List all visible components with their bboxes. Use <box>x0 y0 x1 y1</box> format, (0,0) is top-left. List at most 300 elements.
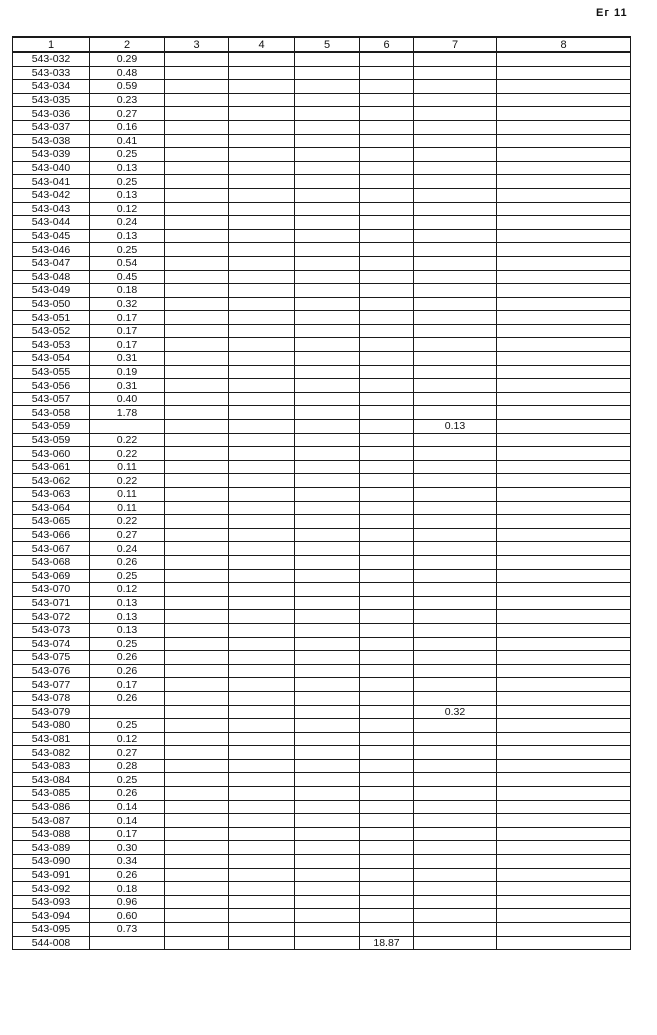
cell-col-4 <box>229 936 295 950</box>
cell-col-5 <box>295 555 360 569</box>
cell-col-2: 0.27 <box>90 107 165 121</box>
table-row <box>13 352 631 366</box>
cell-col-7 <box>414 596 497 610</box>
cell-col-3 <box>165 855 229 869</box>
cell-col-8 <box>497 542 631 556</box>
table-row <box>13 66 631 80</box>
table-row <box>13 569 631 583</box>
cell-col-3 <box>165 120 229 134</box>
cell-col-7 <box>414 732 497 746</box>
cell-col-2: 0.22 <box>90 447 165 461</box>
cell-col-2: 0.96 <box>90 895 165 909</box>
cell-col-5 <box>295 297 360 311</box>
cell-col-4 <box>229 311 295 325</box>
cell-col-3 <box>165 433 229 447</box>
cell-col-7 <box>414 555 497 569</box>
cell-col-3 <box>165 66 229 80</box>
cell-col-3 <box>165 270 229 284</box>
cell-col-6 <box>360 909 414 923</box>
cell-col-6 <box>360 637 414 651</box>
table-row <box>13 651 631 665</box>
cell-col-3 <box>165 664 229 678</box>
cell-col-4 <box>229 216 295 230</box>
cell-col-3 <box>165 800 229 814</box>
table-row <box>13 270 631 284</box>
cell-col-2: 0.31 <box>90 352 165 366</box>
cell-col-7 <box>414 297 497 311</box>
cell-col-2: 0.28 <box>90 759 165 773</box>
cell-col-5 <box>295 216 360 230</box>
cell-col-7 <box>414 814 497 828</box>
cell-col-2: 0.22 <box>90 474 165 488</box>
cell-col-2: 0.59 <box>90 80 165 94</box>
cell-col-8 <box>497 93 631 107</box>
cell-col-3 <box>165 895 229 909</box>
cell-col-5 <box>295 759 360 773</box>
cell-col-8 <box>497 678 631 692</box>
cell-col-2: 0.25 <box>90 569 165 583</box>
cell-col-6 <box>360 433 414 447</box>
cell-col-4 <box>229 202 295 216</box>
table-body <box>13 52 631 950</box>
cell-col-3 <box>165 651 229 665</box>
cell-col-3 <box>165 488 229 502</box>
cell-col-3 <box>165 474 229 488</box>
cell-col-4 <box>229 528 295 542</box>
cell-col-3 <box>165 814 229 828</box>
cell-col-6 <box>360 800 414 814</box>
table-row <box>13 895 631 909</box>
cell-col-5 <box>295 569 360 583</box>
cell-col-6 <box>360 555 414 569</box>
cell-col-3 <box>165 542 229 556</box>
cell-col-1: 543-063 <box>13 488 90 502</box>
cell-col-7 <box>414 787 497 801</box>
column-header-2: 2 <box>90 37 165 52</box>
cell-col-3 <box>165 352 229 366</box>
cell-col-7 <box>414 678 497 692</box>
cell-col-4 <box>229 909 295 923</box>
cell-col-8 <box>497 297 631 311</box>
cell-col-5 <box>295 705 360 719</box>
table-row <box>13 528 631 542</box>
cell-col-3 <box>165 909 229 923</box>
cell-col-6 <box>360 284 414 298</box>
cell-col-5 <box>295 773 360 787</box>
cell-col-4 <box>229 420 295 434</box>
cell-col-7 <box>414 311 497 325</box>
cell-col-1: 543-059 <box>13 420 90 434</box>
cell-col-4 <box>229 814 295 828</box>
cell-col-3 <box>165 691 229 705</box>
cell-col-3 <box>165 515 229 529</box>
cell-col-4 <box>229 107 295 121</box>
cell-col-5 <box>295 365 360 379</box>
cell-col-8 <box>497 759 631 773</box>
cell-col-6 <box>360 297 414 311</box>
cell-col-8 <box>497 637 631 651</box>
cell-col-8 <box>497 474 631 488</box>
cell-col-5 <box>295 610 360 624</box>
table-row <box>13 637 631 651</box>
cell-col-7 <box>414 284 497 298</box>
table-row <box>13 392 631 406</box>
cell-col-1: 543-064 <box>13 501 90 515</box>
cell-col-5 <box>295 148 360 162</box>
table-row <box>13 406 631 420</box>
cell-col-5 <box>295 161 360 175</box>
cell-col-8 <box>497 256 631 270</box>
cell-col-5 <box>295 202 360 216</box>
cell-col-5 <box>295 841 360 855</box>
cell-col-8 <box>497 895 631 909</box>
cell-col-3 <box>165 555 229 569</box>
cell-col-5 <box>295 433 360 447</box>
table-row <box>13 583 631 597</box>
cell-col-4 <box>229 569 295 583</box>
cell-col-5 <box>295 324 360 338</box>
cell-col-5 <box>295 732 360 746</box>
cell-col-3 <box>165 188 229 202</box>
cell-col-6 <box>360 515 414 529</box>
cell-col-6 <box>360 664 414 678</box>
cell-col-6 <box>360 569 414 583</box>
cell-col-1: 543-086 <box>13 800 90 814</box>
cell-col-1: 543-049 <box>13 284 90 298</box>
table-row <box>13 691 631 705</box>
cell-col-6 <box>360 542 414 556</box>
cell-col-2: 0.17 <box>90 311 165 325</box>
cell-col-6 <box>360 392 414 406</box>
cell-col-6 <box>360 93 414 107</box>
cell-col-2: 0.25 <box>90 719 165 733</box>
cell-col-5 <box>295 542 360 556</box>
table-row <box>13 52 631 66</box>
cell-col-6 <box>360 66 414 80</box>
cell-col-6 <box>360 202 414 216</box>
cell-col-8 <box>497 746 631 760</box>
cell-col-1: 544-008 <box>13 936 90 950</box>
cell-col-7 <box>414 488 497 502</box>
cell-col-7 <box>414 623 497 637</box>
cell-col-8 <box>497 134 631 148</box>
cell-col-6 <box>360 841 414 855</box>
cell-col-8 <box>497 216 631 230</box>
cell-col-4 <box>229 324 295 338</box>
cell-col-3 <box>165 379 229 393</box>
table-row <box>13 678 631 692</box>
table-row <box>13 746 631 760</box>
cell-col-1: 543-039 <box>13 148 90 162</box>
cell-col-8 <box>497 120 631 134</box>
cell-col-7 <box>414 474 497 488</box>
cell-col-8 <box>497 909 631 923</box>
cell-col-2: 0.13 <box>90 229 165 243</box>
cell-col-1: 543-032 <box>13 52 90 66</box>
table-row <box>13 515 631 529</box>
cell-col-5 <box>295 256 360 270</box>
cell-col-6 <box>360 773 414 787</box>
cell-col-4 <box>229 542 295 556</box>
cell-col-3 <box>165 773 229 787</box>
cell-col-8 <box>497 175 631 189</box>
table-row <box>13 732 631 746</box>
cell-col-6 <box>360 80 414 94</box>
cell-col-1: 543-053 <box>13 338 90 352</box>
cell-col-1: 543-046 <box>13 243 90 257</box>
cell-col-8 <box>497 202 631 216</box>
cell-col-4 <box>229 474 295 488</box>
cell-col-1: 543-092 <box>13 882 90 896</box>
ledger-table <box>12 36 631 950</box>
cell-col-2: 0.23 <box>90 93 165 107</box>
cell-col-1: 543-066 <box>13 528 90 542</box>
cell-col-4 <box>229 188 295 202</box>
cell-col-4 <box>229 827 295 841</box>
cell-col-7 <box>414 270 497 284</box>
cell-col-7 <box>414 515 497 529</box>
cell-col-1: 543-045 <box>13 229 90 243</box>
cell-col-5 <box>295 637 360 651</box>
cell-col-1: 543-067 <box>13 542 90 556</box>
cell-col-1: 543-093 <box>13 895 90 909</box>
table-row <box>13 705 631 719</box>
cell-col-6 <box>360 447 414 461</box>
cell-col-7 <box>414 134 497 148</box>
cell-col-4 <box>229 80 295 94</box>
table-row <box>13 800 631 814</box>
cell-col-7 <box>414 324 497 338</box>
cell-col-2 <box>90 705 165 719</box>
cell-col-6 <box>360 216 414 230</box>
cell-col-2: 0.11 <box>90 501 165 515</box>
cell-col-6 <box>360 759 414 773</box>
cell-col-1: 543-036 <box>13 107 90 121</box>
cell-col-3 <box>165 297 229 311</box>
cell-col-5 <box>295 447 360 461</box>
cell-col-8 <box>497 732 631 746</box>
cell-col-6 <box>360 895 414 909</box>
cell-col-2 <box>90 936 165 950</box>
cell-col-8 <box>497 596 631 610</box>
cell-col-2: 0.25 <box>90 773 165 787</box>
cell-col-6 <box>360 732 414 746</box>
cell-col-5 <box>295 66 360 80</box>
cell-col-8 <box>497 80 631 94</box>
cell-col-5 <box>295 787 360 801</box>
table-row <box>13 501 631 515</box>
cell-col-6 <box>360 474 414 488</box>
cell-col-5 <box>295 882 360 896</box>
cell-col-2: 0.34 <box>90 855 165 869</box>
cell-col-4 <box>229 623 295 637</box>
cell-col-2: 0.24 <box>90 542 165 556</box>
header-row <box>13 37 631 52</box>
table-row <box>13 882 631 896</box>
cell-col-1: 543-056 <box>13 379 90 393</box>
cell-col-7 <box>414 188 497 202</box>
cell-col-3 <box>165 705 229 719</box>
cell-col-2: 0.13 <box>90 596 165 610</box>
cell-col-7 <box>414 501 497 515</box>
cell-col-2: 0.26 <box>90 555 165 569</box>
cell-col-6 <box>360 406 414 420</box>
cell-col-2: 0.48 <box>90 66 165 80</box>
cell-col-8 <box>497 651 631 665</box>
table-row <box>13 460 631 474</box>
cell-col-1: 543-078 <box>13 691 90 705</box>
cell-col-2: 0.17 <box>90 338 165 352</box>
cell-col-1: 543-054 <box>13 352 90 366</box>
cell-col-4 <box>229 148 295 162</box>
cell-col-4 <box>229 338 295 352</box>
cell-col-1: 543-040 <box>13 161 90 175</box>
cell-col-7 <box>414 80 497 94</box>
cell-col-1: 543-042 <box>13 188 90 202</box>
cell-col-3 <box>165 406 229 420</box>
cell-col-2: 0.41 <box>90 134 165 148</box>
table-row <box>13 365 631 379</box>
cell-col-3 <box>165 841 229 855</box>
cell-col-6 <box>360 583 414 597</box>
cell-col-6 <box>360 746 414 760</box>
cell-col-4 <box>229 746 295 760</box>
cell-col-6 <box>360 134 414 148</box>
cell-col-6 <box>360 420 414 434</box>
cell-col-7 <box>414 895 497 909</box>
cell-col-2: 0.45 <box>90 270 165 284</box>
cell-col-8 <box>497 855 631 869</box>
table-row <box>13 161 631 175</box>
cell-col-2: 0.18 <box>90 284 165 298</box>
cell-col-3 <box>165 324 229 338</box>
cell-col-4 <box>229 433 295 447</box>
table-row <box>13 827 631 841</box>
cell-col-1: 543-094 <box>13 909 90 923</box>
cell-col-7 <box>414 175 497 189</box>
cell-col-4 <box>229 120 295 134</box>
cell-col-5 <box>295 352 360 366</box>
cell-col-4 <box>229 637 295 651</box>
cell-col-1: 543-068 <box>13 555 90 569</box>
cell-col-1: 543-058 <box>13 406 90 420</box>
cell-col-4 <box>229 66 295 80</box>
cell-col-4 <box>229 691 295 705</box>
table-row <box>13 311 631 325</box>
cell-col-6 <box>360 501 414 515</box>
cell-col-1: 543-041 <box>13 175 90 189</box>
cell-col-8 <box>497 365 631 379</box>
cell-col-6 <box>360 52 414 66</box>
cell-col-8 <box>497 420 631 434</box>
cell-col-1: 543-060 <box>13 447 90 461</box>
table-row <box>13 420 631 434</box>
cell-col-4 <box>229 678 295 692</box>
cell-col-2: 0.31 <box>90 379 165 393</box>
cell-col-5 <box>295 678 360 692</box>
cell-col-7 <box>414 107 497 121</box>
cell-col-3 <box>165 243 229 257</box>
cell-col-4 <box>229 583 295 597</box>
table-row <box>13 175 631 189</box>
cell-col-3 <box>165 80 229 94</box>
cell-col-6 <box>360 188 414 202</box>
cell-col-7 <box>414 909 497 923</box>
cell-col-5 <box>295 229 360 243</box>
cell-col-3 <box>165 460 229 474</box>
cell-col-3 <box>165 759 229 773</box>
cell-col-8 <box>497 691 631 705</box>
cell-col-6 <box>360 623 414 637</box>
cell-col-2: 0.25 <box>90 148 165 162</box>
cell-col-7 <box>414 882 497 896</box>
cell-col-8 <box>497 406 631 420</box>
cell-col-5 <box>295 800 360 814</box>
cell-col-6 <box>360 596 414 610</box>
cell-col-1: 543-062 <box>13 474 90 488</box>
cell-col-4 <box>229 93 295 107</box>
cell-col-1: 543-033 <box>13 66 90 80</box>
cell-col-2 <box>90 420 165 434</box>
cell-col-8 <box>497 800 631 814</box>
cell-col-6 <box>360 868 414 882</box>
cell-col-3 <box>165 392 229 406</box>
cell-col-8 <box>497 814 631 828</box>
cell-col-5 <box>295 623 360 637</box>
cell-col-8 <box>497 161 631 175</box>
cell-col-5 <box>295 80 360 94</box>
cell-col-6 <box>360 175 414 189</box>
cell-col-1: 543-082 <box>13 746 90 760</box>
cell-col-2: 0.11 <box>90 488 165 502</box>
cell-col-1: 543-059 <box>13 433 90 447</box>
cell-col-6 <box>360 338 414 352</box>
cell-col-3 <box>165 216 229 230</box>
cell-col-6 <box>360 691 414 705</box>
cell-col-4 <box>229 705 295 719</box>
cell-col-2: 0.25 <box>90 175 165 189</box>
table-row <box>13 787 631 801</box>
cell-col-7 <box>414 460 497 474</box>
table-row <box>13 623 631 637</box>
cell-col-1: 543-048 <box>13 270 90 284</box>
cell-col-4 <box>229 243 295 257</box>
cell-col-2: 0.22 <box>90 515 165 529</box>
table-row <box>13 284 631 298</box>
cell-col-8 <box>497 923 631 937</box>
cell-col-7 <box>414 243 497 257</box>
cell-col-5 <box>295 188 360 202</box>
cell-col-6 <box>360 352 414 366</box>
cell-col-6 <box>360 528 414 542</box>
cell-col-7 <box>414 352 497 366</box>
cell-col-6 <box>360 855 414 869</box>
cell-col-3 <box>165 161 229 175</box>
cell-col-1: 543-081 <box>13 732 90 746</box>
cell-col-3 <box>165 732 229 746</box>
cell-col-4 <box>229 787 295 801</box>
column-header-7: 7 <box>414 37 497 52</box>
cell-col-2: 0.54 <box>90 256 165 270</box>
cell-col-6 <box>360 610 414 624</box>
cell-col-4 <box>229 610 295 624</box>
cell-col-5 <box>295 583 360 597</box>
cell-col-8 <box>497 148 631 162</box>
cell-col-8 <box>497 338 631 352</box>
cell-col-6 <box>360 488 414 502</box>
cell-col-7 <box>414 161 497 175</box>
cell-col-8 <box>497 392 631 406</box>
